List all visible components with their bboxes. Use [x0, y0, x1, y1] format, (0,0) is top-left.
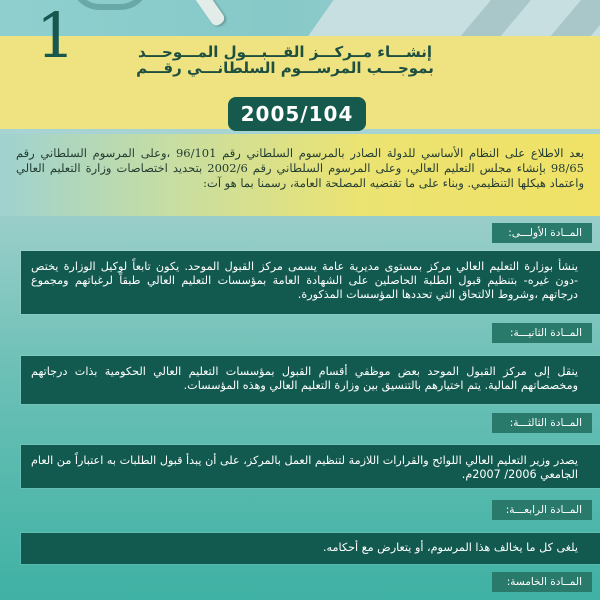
article-1-heading: المــادة الأولـــى:	[492, 223, 592, 243]
article-4-heading: المــادة الرابعـــة:	[492, 500, 592, 520]
header-photo	[0, 0, 600, 36]
article-4-body: يلغى كل ما يخالف هذا المرسوم، أو يتعارض مع أحكامه.	[21, 533, 600, 564]
pen-image	[188, 0, 227, 28]
article-1-body: ينشأ بوزارة التعليم العالي مركز بمستوى مديرية عامة يسمى مركز القبول الموحد. يكون تابعاً لوكيل الوزارة يختص -دون غيره- بتنظيم قبول الطلبة الحاصلين على الشهادة العامة بمؤسسات التعليم العالي طبقاً لرغباتهم ومجموع درجاتهم ،وشروط الالتحاق التي تحددها المؤسسات المذكورة.	[21, 251, 600, 314]
decree-number-badge: 2005/104	[228, 97, 366, 131]
page-title	[130, 44, 440, 76]
article-5-heading: المــادة الخامسة:	[492, 572, 592, 592]
article-2-body: ينقل إلى مركز القبول الموحد بعض موظفي أقسام القبول بمؤسسات التعليم العالي الحكومية بذات درجاتهم ومخصصاتهم المالية. يتم اختيارهم بالتنسيق بين وزارة التعليم العالي وهذه المؤسسات.	[21, 356, 600, 404]
photo-object-decoration	[70, 0, 150, 10]
article-2-heading: المــادة الثانيـــة:	[492, 323, 592, 343]
article-3-heading: المــادة الثالثـــة:	[492, 413, 592, 433]
intro-paragraph: بعد الاطلاع على النظام الأساسي للدولة الصادر بالمرسوم السلطاني رقم 96/101 ،وعلى المرسوم السلطاني رقم 98/65 بإنشاء مجلس التعليم العالي، وعلى المرسوم السلطاني رقم 2002/6 بتحديد اختصاصات وزارة التعليم العالي واعتماد هيكلها التنظيمي. وبناء على ما تقتضيه المصلحة العامة، رسمنا بما هو آت:	[0, 134, 600, 216]
title-line-1: إنشـــاء مــركـــز القـــبـــول المـــوحـــد	[137, 43, 433, 61]
article-3-body: يصدر وزير التعليم العالي اللوائح والقرارات اللازمة لتنظيم العمل بالمركز، على أن يبدأ قبول الطلبات به اعتباراً من العام الجامعي 2006/ 2007م.	[21, 445, 600, 488]
title-line-2: بموجـــب المرســـوم السلطانـــي رقـــم	[136, 59, 434, 77]
section-number: 1	[36, 0, 76, 72]
